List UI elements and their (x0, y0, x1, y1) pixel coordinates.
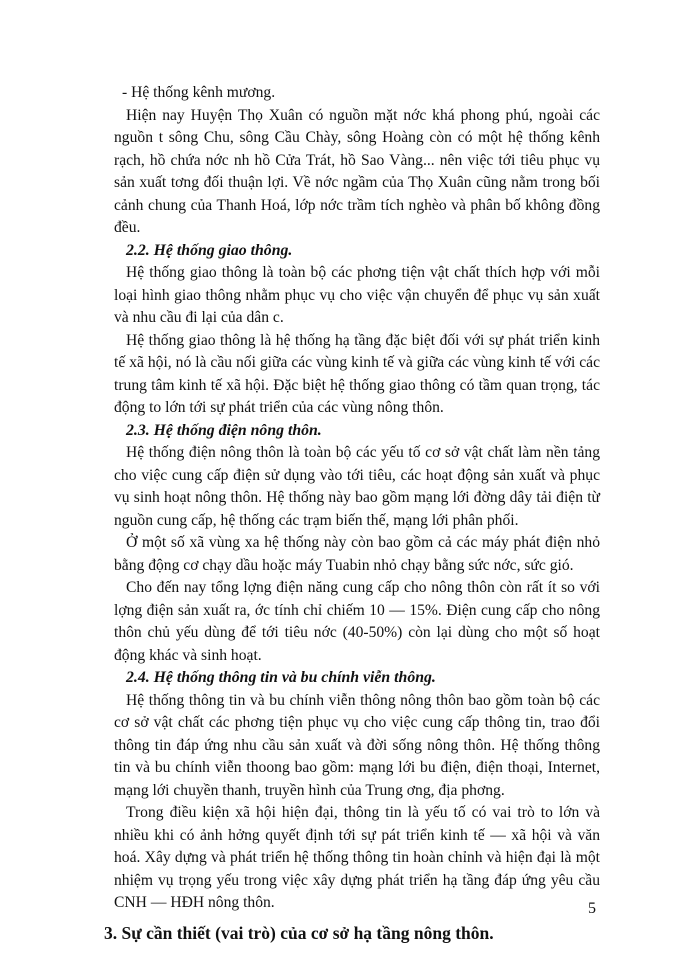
page-content (104, 82, 600, 945)
paragraph-electricity-supply: Cho đến nay tổng lợng điện năng cung cấp cho nông thôn còn rất ít so với lợng điện sản xuất ra, ớc tính chỉ chiếm 10 — 15%. Điện cung cấp cho nông thôn chủ yếu dùng để tới tiêu nớc (40-50%) còn lại dùng cho một số hoạt động khác và sinh hoạt. (114, 579, 600, 664)
page-number: 5 (588, 900, 596, 917)
heading-2-2-transport: 2.2. Hệ thống giao thông. (126, 241, 293, 259)
paragraph-telecom-definition: Hệ thống thông tin và bu chính viễn thông nông thôn bao gồm toàn bộ các cơ sở vật chất các phơng tiện phục vụ cho việc cung cấp thông tin, trao đổi thông tin đáp ứng nhu cầu sản xuất và đời sống nông thôn. Hệ thống thông tin và bu chính viễn thoong bao gồm: mạng lới bu điện, điện thoại, Internet, mạng lới chuyền thanh, truyền hình của Trung ơng, địa phơng. (114, 691, 600, 799)
heading-2-3-electricity: 2.3. Hệ thống điện nông thôn. (126, 421, 322, 439)
list-item-canal-system: - Hệ thống kênh mương. (122, 84, 276, 101)
heading-3-necessity: 3. Sự cần thiết (vai trò) của cơ sở hạ tầng nông thôn. (104, 922, 494, 943)
paragraph-electricity-definition: Hệ thống điện nông thôn là toàn bộ các yếu tố cơ sở vật chất làm nền tảng cho việc cung cấp điện sử dụng vào tới tiêu, các hoạt động sản xuất và phục vụ sinh hoạt nông thôn. Hệ thống này bao gồm mạng lới đờng dây tải điện từ nguồn cung cấp, hệ thống các trạm biến thế, mạng lới phân phối. (114, 444, 600, 529)
paragraph-transport-definition: Hệ thống giao thông là toàn bộ các phơng tiện vật chất thích hợp với mỗi loại hình giao thông nhằm phục vụ cho việc vận chuyển để phục vụ sản xuất và nhu cầu đi lại của dân c. (114, 264, 600, 326)
paragraph-transport-importance: Hệ thống giao thông là hệ thống hạ tầng đặc biệt đối với sự phát triển kinh tế xã hội, nó là cầu nối giữa các vùng kinh tế và giữa các vùng kinh tế với các trung tâm kinh tế xã hội. Đặc biệt hệ thống giao thông có tầm quan trọng, tác động to lớn tới sự phát triển của các vùng nông thôn. (114, 331, 600, 416)
paragraph-electricity-remote: Ở một số xã vùng xa hệ thống này còn bao gồm cả các máy phát điện nhỏ bằng động cơ chạy dầu hoặc máy Tuabin nhỏ chạy bằng sức nớc, sức gió. (114, 534, 600, 574)
paragraph-water-resources: Hiện nay Huyện Thọ Xuân có nguồn mặt nớc khá phong phú, ngoài các nguồn t sông Chu, sông Cầu Chày, sông Hoàng còn có một hệ thống kênh rạch, hồ chứa nớc nh hồ Cửa Trát, hồ Sao Vàng... nên việc tới tiêu phục vụ sản xuất tơng đối thuận lợi. Về nớc ngầm của Thọ Xuân cũng nằm trong bối cảnh chung của Thanh Hoá, lớp nớc trầm tích nghèo và phân bố không đồng đều. (114, 106, 600, 236)
paragraph-telecom-role: Trong điều kiện xã hội hiện đại, thông tin là yếu tố có vai trò to lớn và nhiều khi có ảnh hởng quyết định tới sự pát triển kinh tế — xã hội và văn hoá. Xây dựng và phát triển hệ thống thông tin hoàn chỉnh và hiện đại là một nhiệm vụ trọng yếu trong việc xây dựng phát triển hạ tầng đáp ứng yêu cầu CNH — HĐH nông thôn. (114, 804, 600, 911)
heading-2-4-telecom: 2.4. Hệ thống thông tin và bu chính viễn thông. (126, 669, 436, 686)
